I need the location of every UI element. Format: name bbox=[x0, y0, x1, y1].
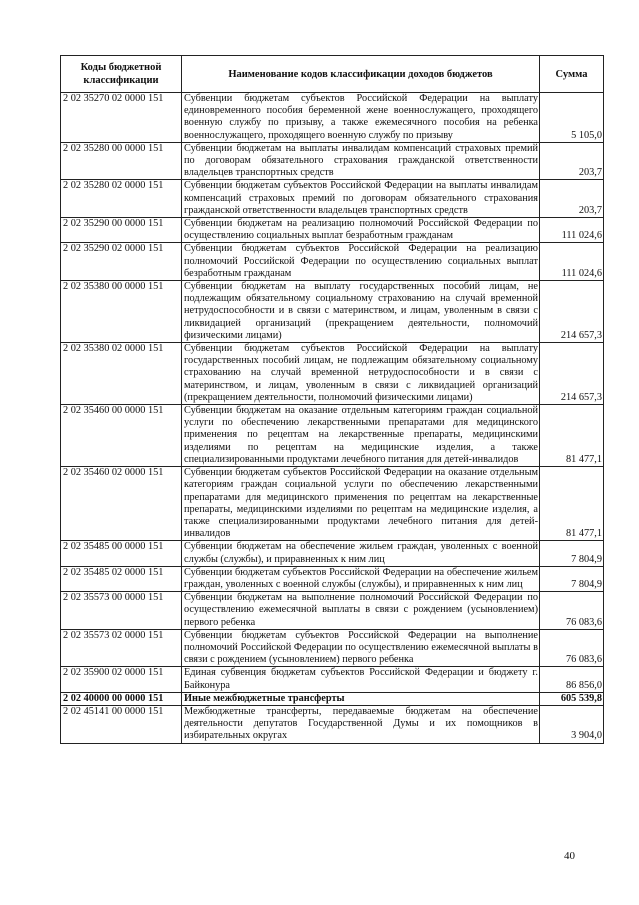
table-row bbox=[61, 705, 604, 743]
name-cell: Субвенции бюджетам субъектов Российской Федерации на оказание отдельным категориям граждан социальной услуги по обеспечению лекарственными препаратами для медицинского применения по рецептам на лекарственные препараты, медицинскими изделиями по рецептам на медицинские изделия, а также специализированными продуктами лечебного питания для детей-инвалидов bbox=[182, 467, 540, 541]
table-row bbox=[61, 467, 604, 541]
sum-cell: 214 657,3 bbox=[540, 281, 604, 343]
table-row bbox=[61, 243, 604, 281]
code-cell: 2 02 35280 00 0000 151 bbox=[61, 142, 182, 180]
sum-cell: 111 024,6 bbox=[540, 218, 604, 243]
sum-cell: 5 105,0 bbox=[540, 93, 604, 143]
table-row bbox=[61, 93, 604, 143]
name-cell: Единая субвенция бюджетам субъектов Российской Федерации и бюджету г. Байконура bbox=[182, 667, 540, 692]
table-row bbox=[61, 566, 604, 591]
table-row bbox=[61, 592, 604, 630]
code-cell: 2 02 35270 02 0000 151 bbox=[61, 93, 182, 143]
sum-cell: 3 904,0 bbox=[540, 705, 604, 743]
table-row bbox=[61, 142, 604, 180]
header-sum: Сумма bbox=[540, 56, 604, 93]
table-row bbox=[61, 629, 604, 667]
name-cell: Субвенции бюджетам на выплату государственных пособий лицам, не подлежащим обязательному социальному страхованию на случай временной нетрудоспособности и в связи с материнством, и лицам, уволенным в связи с ликвидацией организаций (прекращением деятельности, полномочий физическими лицами) bbox=[182, 281, 540, 343]
table-row bbox=[61, 180, 604, 218]
sum-cell: 7 804,9 bbox=[540, 566, 604, 591]
sum-cell: 203,7 bbox=[540, 142, 604, 180]
sum-cell: 214 657,3 bbox=[540, 343, 604, 405]
name-cell: Иные межбюджетные трансферты bbox=[182, 692, 540, 705]
name-cell: Субвенции бюджетам на обеспечение жильем граждан, уволенных с военной службы (службы), и приравненных к ним лиц bbox=[182, 541, 540, 566]
sum-cell: 76 083,6 bbox=[540, 629, 604, 667]
name-cell: Субвенции бюджетам субъектов Российской Федерации на выполнение полномочий Российской Федерации по осуществлению ежемесячной выплаты в связи с рождением (усыновлением) первого ребенка bbox=[182, 629, 540, 667]
sum-cell: 605 539,8 bbox=[540, 692, 604, 705]
code-cell: 2 02 35460 00 0000 151 bbox=[61, 405, 182, 467]
code-cell: 2 02 35460 02 0000 151 bbox=[61, 467, 182, 541]
table-body bbox=[61, 93, 604, 744]
table-row bbox=[61, 218, 604, 243]
table-row bbox=[61, 692, 604, 705]
sum-cell: 76 083,6 bbox=[540, 592, 604, 630]
sum-cell: 7 804,9 bbox=[540, 541, 604, 566]
name-cell: Субвенции бюджетам субъектов Российской Федерации на выплаты инвалидам компенсаций страховых премий по договорам обязательного страхования гражданской ответственности владельцев транспортных средств bbox=[182, 180, 540, 218]
budget-revenue-table bbox=[60, 55, 604, 744]
page-number: 40 bbox=[564, 850, 575, 862]
code-cell: 2 02 35380 00 0000 151 bbox=[61, 281, 182, 343]
table-row bbox=[61, 343, 604, 405]
name-cell: Субвенции бюджетам на оказание отдельным категориям граждан социальной услуги по обеспечению лекарственными препаратами для медицинского применения по рецептам на лекарственные препараты, медицинскими изделиями по рецептам на медицинские изделия, а также специализированными продуктами лечебного питания для детей-инвалидов bbox=[182, 405, 540, 467]
code-cell: 2 02 35573 02 0000 151 bbox=[61, 629, 182, 667]
header-code: Коды бюджетной классификации bbox=[61, 56, 182, 93]
code-cell: 2 02 40000 00 0000 151 bbox=[61, 692, 182, 705]
sum-cell: 203,7 bbox=[540, 180, 604, 218]
name-cell: Субвенции бюджетам субъектов Российской Федерации на реализацию полномочий Российской Федерации по осуществлению социальных выплат безработным гражданам bbox=[182, 243, 540, 281]
sum-cell: 81 477,1 bbox=[540, 467, 604, 541]
code-cell: 2 02 35380 02 0000 151 bbox=[61, 343, 182, 405]
table-row bbox=[61, 541, 604, 566]
code-cell: 2 02 35290 00 0000 151 bbox=[61, 218, 182, 243]
name-cell: Субвенции бюджетам на выполнение полномочий Российской Федерации по осуществлению ежемесячной выплаты в связи с рождением (усыновлением) первого ребенка bbox=[182, 592, 540, 630]
header-name: Наименование кодов классификации доходов бюджетов bbox=[182, 56, 540, 93]
name-cell: Субвенции бюджетам субъектов Российской Федерации на обеспечение жильем граждан, уволенных с военной службы (службы), и приравненных к ним лиц bbox=[182, 566, 540, 591]
code-cell: 2 02 35485 02 0000 151 bbox=[61, 566, 182, 591]
sum-cell: 86 856,0 bbox=[540, 667, 604, 692]
code-cell: 2 02 45141 00 0000 151 bbox=[61, 705, 182, 743]
table-header-row bbox=[61, 56, 604, 93]
code-cell: 2 02 35573 00 0000 151 bbox=[61, 592, 182, 630]
name-cell: Субвенции бюджетам на реализацию полномочий Российской Федерации по осуществлению социальных выплат безработным гражданам bbox=[182, 218, 540, 243]
table-row bbox=[61, 281, 604, 343]
sum-cell: 81 477,1 bbox=[540, 405, 604, 467]
name-cell: Межбюджетные трансферты, передаваемые бюджетам на обеспечение деятельности депутатов Государственной Думы и их помощников в избирательных округах bbox=[182, 705, 540, 743]
code-cell: 2 02 35280 02 0000 151 bbox=[61, 180, 182, 218]
table-row bbox=[61, 405, 604, 467]
code-cell: 2 02 35290 02 0000 151 bbox=[61, 243, 182, 281]
code-cell: 2 02 35900 02 0000 151 bbox=[61, 667, 182, 692]
table-row bbox=[61, 667, 604, 692]
name-cell: Субвенции бюджетам на выплаты инвалидам компенсаций страховых премий по договорам обязательного страхования гражданской ответственности владельцев транспортных средств bbox=[182, 142, 540, 180]
name-cell: Субвенции бюджетам субъектов Российской Федерации на выплату единовременного пособия беременной жене военнослужащего, проходящего военную службу по призыву, а также ежемесячного пособия на ребенка военнослужащего, проходящего военную службу по призыву bbox=[182, 93, 540, 143]
name-cell: Субвенции бюджетам субъектов Российской Федерации на выплату государственных пособий лицам, не подлежащим обязательному социальному страхованию на случай временной нетрудоспособности и в связи с материнством, и лицам, уволенным в связи с ликвидацией организаций (прекращением деятельности, полномочий физическими лицами) bbox=[182, 343, 540, 405]
code-cell: 2 02 35485 00 0000 151 bbox=[61, 541, 182, 566]
sum-cell: 111 024,6 bbox=[540, 243, 604, 281]
